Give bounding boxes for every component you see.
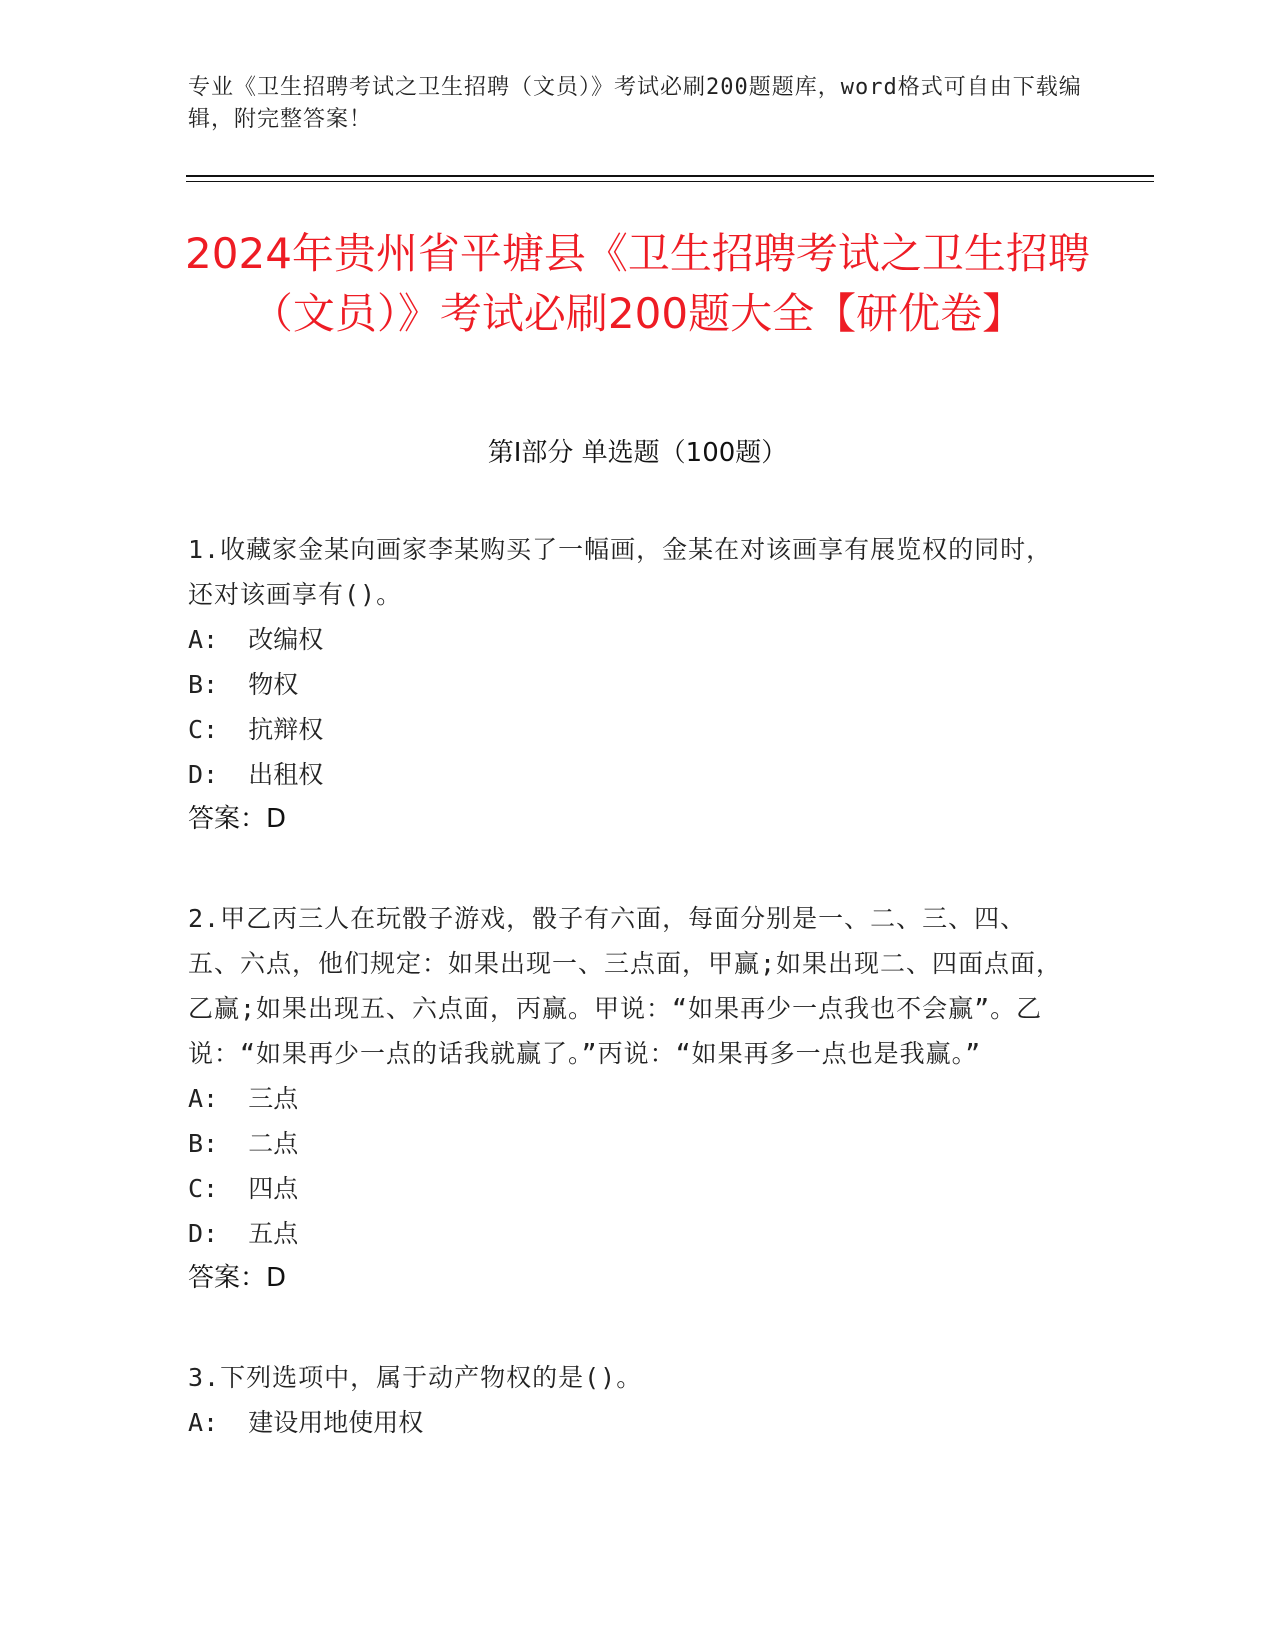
option-a: A: 三点 [188, 1084, 299, 1113]
question-stem: 1.收藏家金某向画家李某购买了一幅画，金某在对该画享有展览权的同时，还对该画享有()。 [188, 535, 1053, 609]
question-list [188, 527, 1068, 1499]
question-stem: 2.甲乙丙三人在玩骰子游戏，骰子有六面，每面分别是一、二、三、四、五、六点，他们规定：如果出现一、三点面，甲赢;如果出现二、四面点面，乙赢;如果出现五、六点面，丙赢。甲说：“如果再少一点我也不会赢”。乙说：“如果再少一点的话我就赢了。”丙说：“如果再多一点也是我赢。” [188, 904, 1063, 1068]
option-a: A: 建设用地使用权 [188, 1408, 424, 1437]
document-title: 2024年贵州省平塘县《卫生招聘考试之卫生招聘（文员）》考试必刷200题大全【研优卷】 [185, 229, 1090, 338]
header-divider-thin [186, 181, 1154, 182]
header-note: 专业《卫生招聘考试之卫生招聘（文员）》考试必刷200题题库，word格式可自由下载编辑，附完整答案！ [188, 75, 1082, 132]
question-1 [188, 527, 1068, 842]
question-2 [188, 896, 1068, 1301]
option-c: C: 四点 [188, 1174, 299, 1203]
option-d: D: 出租权 [188, 760, 324, 789]
option-a: A: 改编权 [188, 625, 324, 654]
option-c: C: 抗辩权 [188, 715, 324, 744]
header-divider [186, 175, 1154, 177]
option-d: D: 五点 [188, 1219, 299, 1248]
option-b: B: 物权 [188, 670, 299, 699]
option-b: B: 二点 [188, 1129, 299, 1158]
question-3 [188, 1355, 1068, 1445]
answer-line: 答案：D [188, 1263, 287, 1293]
answer-line: 答案：D [188, 804, 287, 834]
section-title: 第Ⅰ部分 单选题（100题） [487, 438, 788, 468]
question-stem: 3.下列选项中，属于动产物权的是()。 [188, 1363, 643, 1392]
